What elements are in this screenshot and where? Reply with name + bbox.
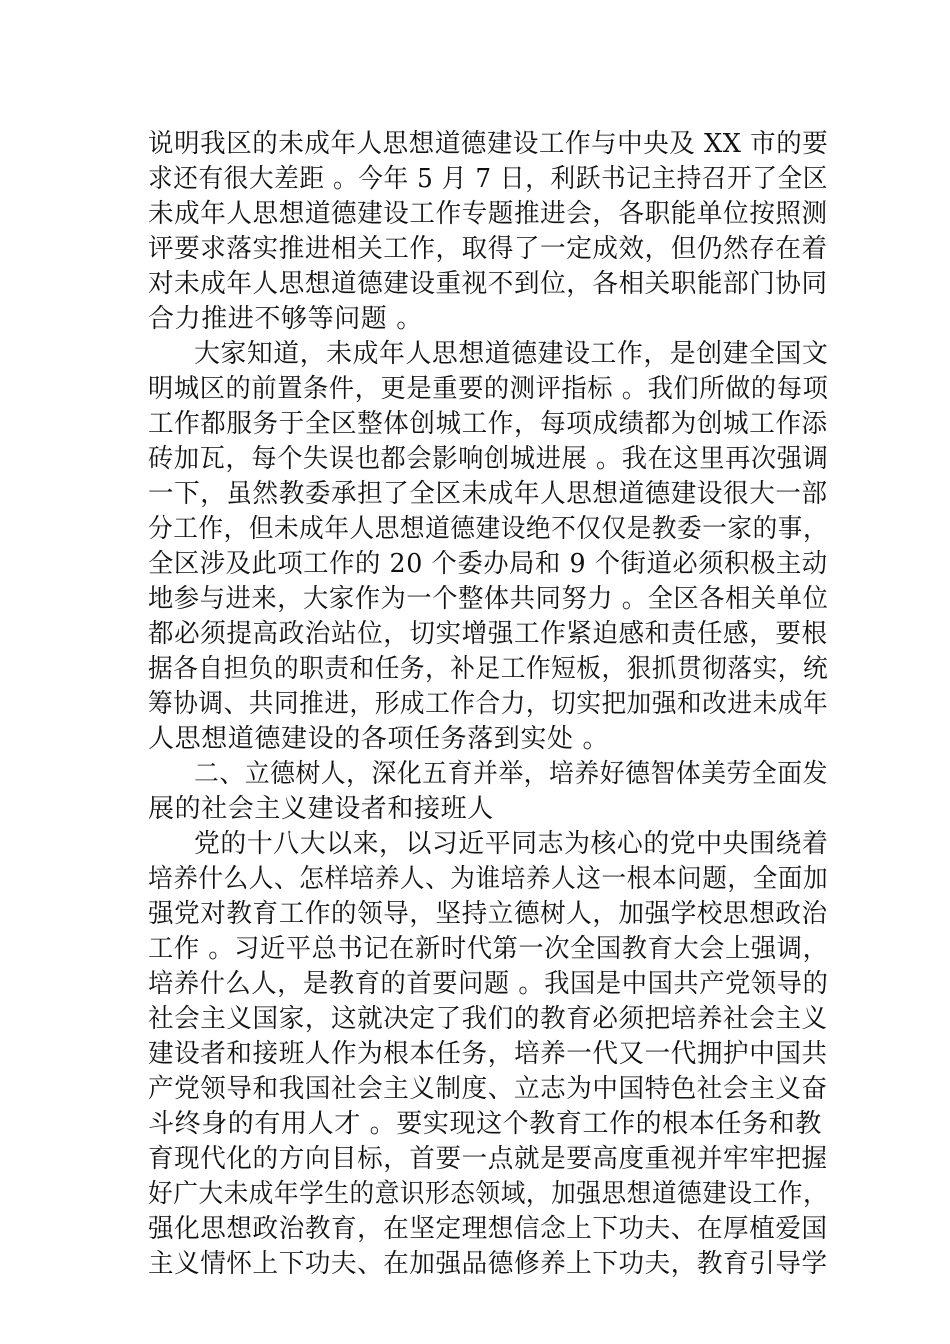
text-line: 对未成年人思想道德建设重视不到位，各相关职能部门协同 xyxy=(148,269,828,299)
text-line: 据各自担负的职责和任务，补足工作短板，狠抓贯彻落实，统 xyxy=(148,654,829,684)
text-line: 砖加瓦，每个失误也都会影响创城进展 。我在这里再次强调 xyxy=(148,444,829,474)
text-line: 全区涉及此项工作的 20 个委办局和 9 个街道必须积极主动 xyxy=(148,549,828,579)
section-heading: 二、立德树人，深化五育并举，培养好德智体美劳全面发 xyxy=(194,759,829,789)
text-line: 产党领导和我国社会主义制度、立志为中国特色社会主义奋 xyxy=(148,1074,828,1104)
text-line: 社会主义国家，这就决定了我们的教育必须把培养社会主义 xyxy=(148,1004,828,1034)
text-line: 工作 。习近平总书记在新时代第一次全国教育大会上强调， xyxy=(148,934,829,964)
text-line: 好广大未成年学生的意识形态领域，加强思想道德建设工作， xyxy=(148,1179,829,1209)
text-line: 主义情怀上下功夫、在加强品德修养上下功夫，教育引导学 xyxy=(148,1249,828,1279)
text-line: 合力推进不够等问题 。 xyxy=(148,304,423,334)
text-line: 明城区的前置条件，更是重要的测评指标 。我们所做的每项 xyxy=(148,374,829,404)
text-line: 人思想道德建设的各项任务落到实处 。 xyxy=(148,724,610,754)
text-line: 求还有很大差距 。今年 5 月 7 日，利跃书记主持召开了全区 xyxy=(148,164,829,194)
text-line: 一下，虽然教委承担了全区未成年人思想道德建设很大一部 xyxy=(148,479,828,509)
text-line: 建设者和接班人作为根本任务，培养一代又一代拥护中国共 xyxy=(148,1039,828,1069)
text-line: 强化思想政治教育，在坚定理想信念上下功夫、在厚植爱国 xyxy=(148,1214,828,1244)
text-line: 育现代化的方向目标，首要一点就是要高度重视并牢牢把握 xyxy=(148,1144,828,1174)
text-line: 培养什么人、怎样培养人、为谁培养人这一根本问题，全面加 xyxy=(148,864,829,894)
text-line: 培养什么人，是教育的首要问题 。我国是中国共产党领导的 xyxy=(148,969,829,999)
text-line: 未成年人思想道德建设工作专题推进会，各职能单位按照测 xyxy=(148,199,828,229)
text-line: 说明我区的未成年人思想道德建设工作与中央及 XX 市的要 xyxy=(148,129,829,159)
text-line: 评要求落实推进相关工作，取得了一定成效，但仍然存在着 xyxy=(148,234,828,264)
text-line: 斗终身的有用人才 。要实现这个教育工作的根本任务和教 xyxy=(148,1109,822,1139)
text-line: 都必须提高政治站位，切实增强工作紧迫感和责任感，要根 xyxy=(148,619,828,649)
text-line: 分工作，但未成年人思想道德建设绝不仅仅是教委一家的事， xyxy=(148,514,829,544)
text-line: 工作都服务于全区整体创城工作，每项成绩都为创城工作添 xyxy=(148,409,828,439)
paragraph-first-line: 大家知道，未成年人思想道德建设工作，是创建全国文 xyxy=(194,339,829,369)
text-line: 筹协调、共同推进，形成工作合力，切实把加强和改进未成年 xyxy=(148,689,829,719)
text-line: 强党对教育工作的领导，坚持立德树人，加强学校思想政治 xyxy=(148,899,828,929)
section-heading-continued: 展的社会主义建设者和接班人 xyxy=(148,794,494,824)
text-line: 地参与进来，大家作为一个整体共同努力 。全区各相关单位 xyxy=(148,584,829,614)
paragraph-first-line: 党的十八大以来，以习近平同志为核心的党中央围绕着 xyxy=(194,829,829,859)
